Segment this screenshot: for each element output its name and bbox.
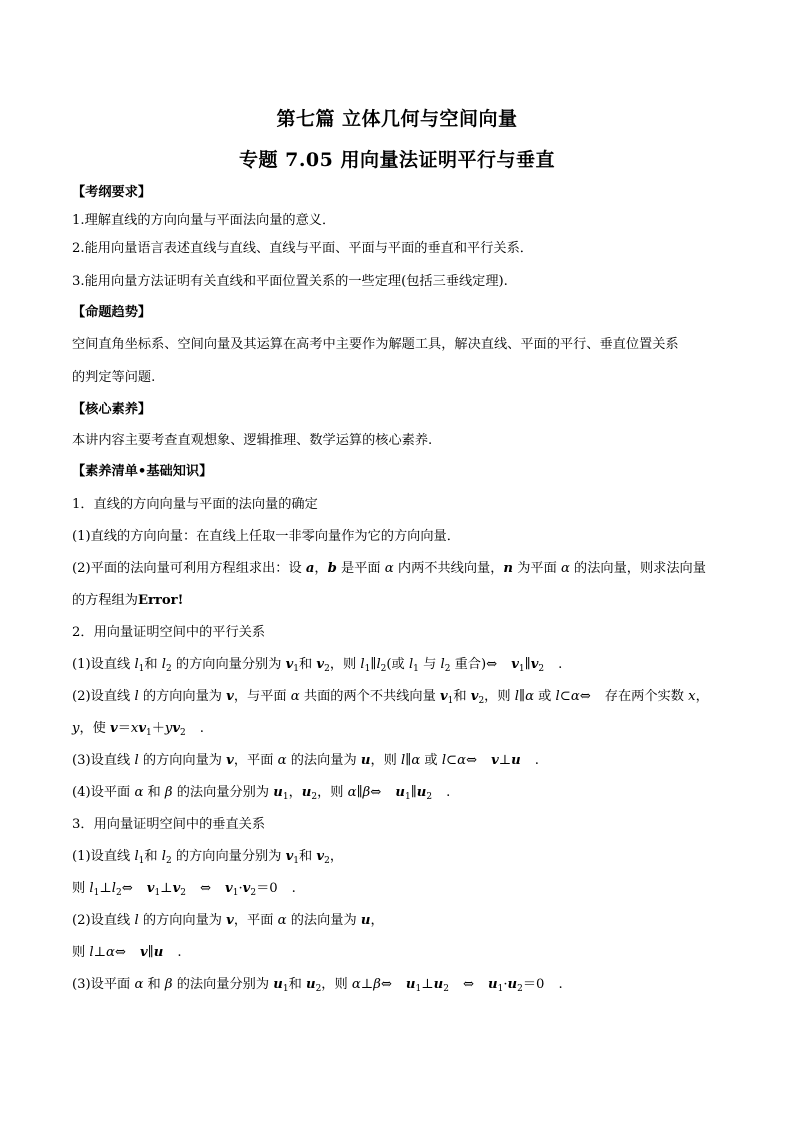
paragraph: 2.能用向量语言表述直线与直线、直线与平面、平面与平面的垂直和平行关系．	[72, 241, 533, 256]
chapter-title: 第七篇 立体几何与空间向量	[276, 108, 518, 130]
topic-title: 专题 7.05 用向量法证明平行与垂直	[238, 149, 555, 171]
paragraph: (4)设平面 α 和 β 的法向量分别为 $u_1$，$u_2$，则 α∥β⇔ $u_1\parallel u_2$ .	[72, 785, 451, 802]
subheading: 3．用向量证明空间中的垂直关系	[72, 817, 266, 832]
section-heading: 【素养清单•基础知识】	[72, 464, 213, 479]
subheading: 1．直线的方向向量与平面的法向量的确定	[72, 497, 318, 512]
paragraph: 3.能用向量方法证明有关直线和平面位置关系的一些定理(包括三垂线定理).	[72, 274, 508, 289]
subheading: 2．用向量证明空间中的平行关系	[72, 625, 266, 640]
paragraph: 的判定等问题.	[72, 370, 156, 385]
paragraph: (2)平面的法向量可利用方程组求出：设 a，b 是平面 α 内两不共线向量，n 为平面 α 的法向量，则求法向量	[72, 561, 706, 576]
paragraph: y，使 $v=xv_1+yv_2$ .	[72, 721, 204, 738]
paragraph: (2)设直线 l 的方向向量为 v，平面 α 的法向量为 u，	[72, 913, 384, 928]
paragraph: (2)设直线 l 的方向向量为 v，与平面 α 共面的两个不共线向量 $v_1$和 $v_2$，则 l∥α 或 l⊂α⇔ 存在两个实数 x，	[72, 689, 709, 706]
paragraph: 本讲内容主要考查直观想象、逻辑推理、数学运算的核心素养.	[72, 433, 433, 448]
section-heading: 【考纲要求】	[72, 185, 152, 200]
paragraph: (1)设直线 $l_1$和 $l_2$ 的方向向量分别为 $v_1$和 $v_2$，	[72, 849, 344, 866]
paragraph: (1)设直线 $l_1$和 $l_2$ 的方向向量分别为 $v_1$和 $v_2$，则 $l_1\parallel l_2$(或 $l_1$ 与 $l_2$ 重合)⇔ $v_1\parallel v_2$ .	[72, 657, 563, 674]
paragraph: (3)设直线 l 的方向向量为 v，平面 α 的法向量为 u，则 l∥α 或 l⊂α⇔ v⊥u .	[72, 753, 539, 768]
section-heading: 【核心素养】	[72, 402, 152, 417]
section-heading: 【命题趋势】	[72, 305, 152, 320]
paragraph: 的方程组为Error!	[72, 593, 184, 608]
paragraph: 则 $l_1\perp l_2\Leftrightarrow$ $v_1\perp v_2$ ⇔ $v_1\cdot v_2=0$ .	[72, 881, 296, 898]
paragraph: 空间直角坐标系、空间向量及其运算在高考中主要作为解题工具，解决直线、平面的平行、垂直位置关系	[72, 337, 679, 352]
paragraph: (3)设平面 α 和 β 的法向量分别为 $u_1$和 $u_2$，则 α⊥β⇔ $u_1\perp u_2$ ⇔ $u_1\cdot u_2=0$ .	[72, 977, 563, 994]
paragraph: (1)直线的方向向量：在直线上任取一非零向量作为它的方向向量．	[72, 529, 460, 544]
paragraph: 则 l⊥α⇔ v∥u .	[72, 945, 182, 960]
paragraph: 1.理解直线的方向向量与平面法向量的意义．	[72, 213, 336, 228]
error-text: Error!	[137, 593, 184, 608]
